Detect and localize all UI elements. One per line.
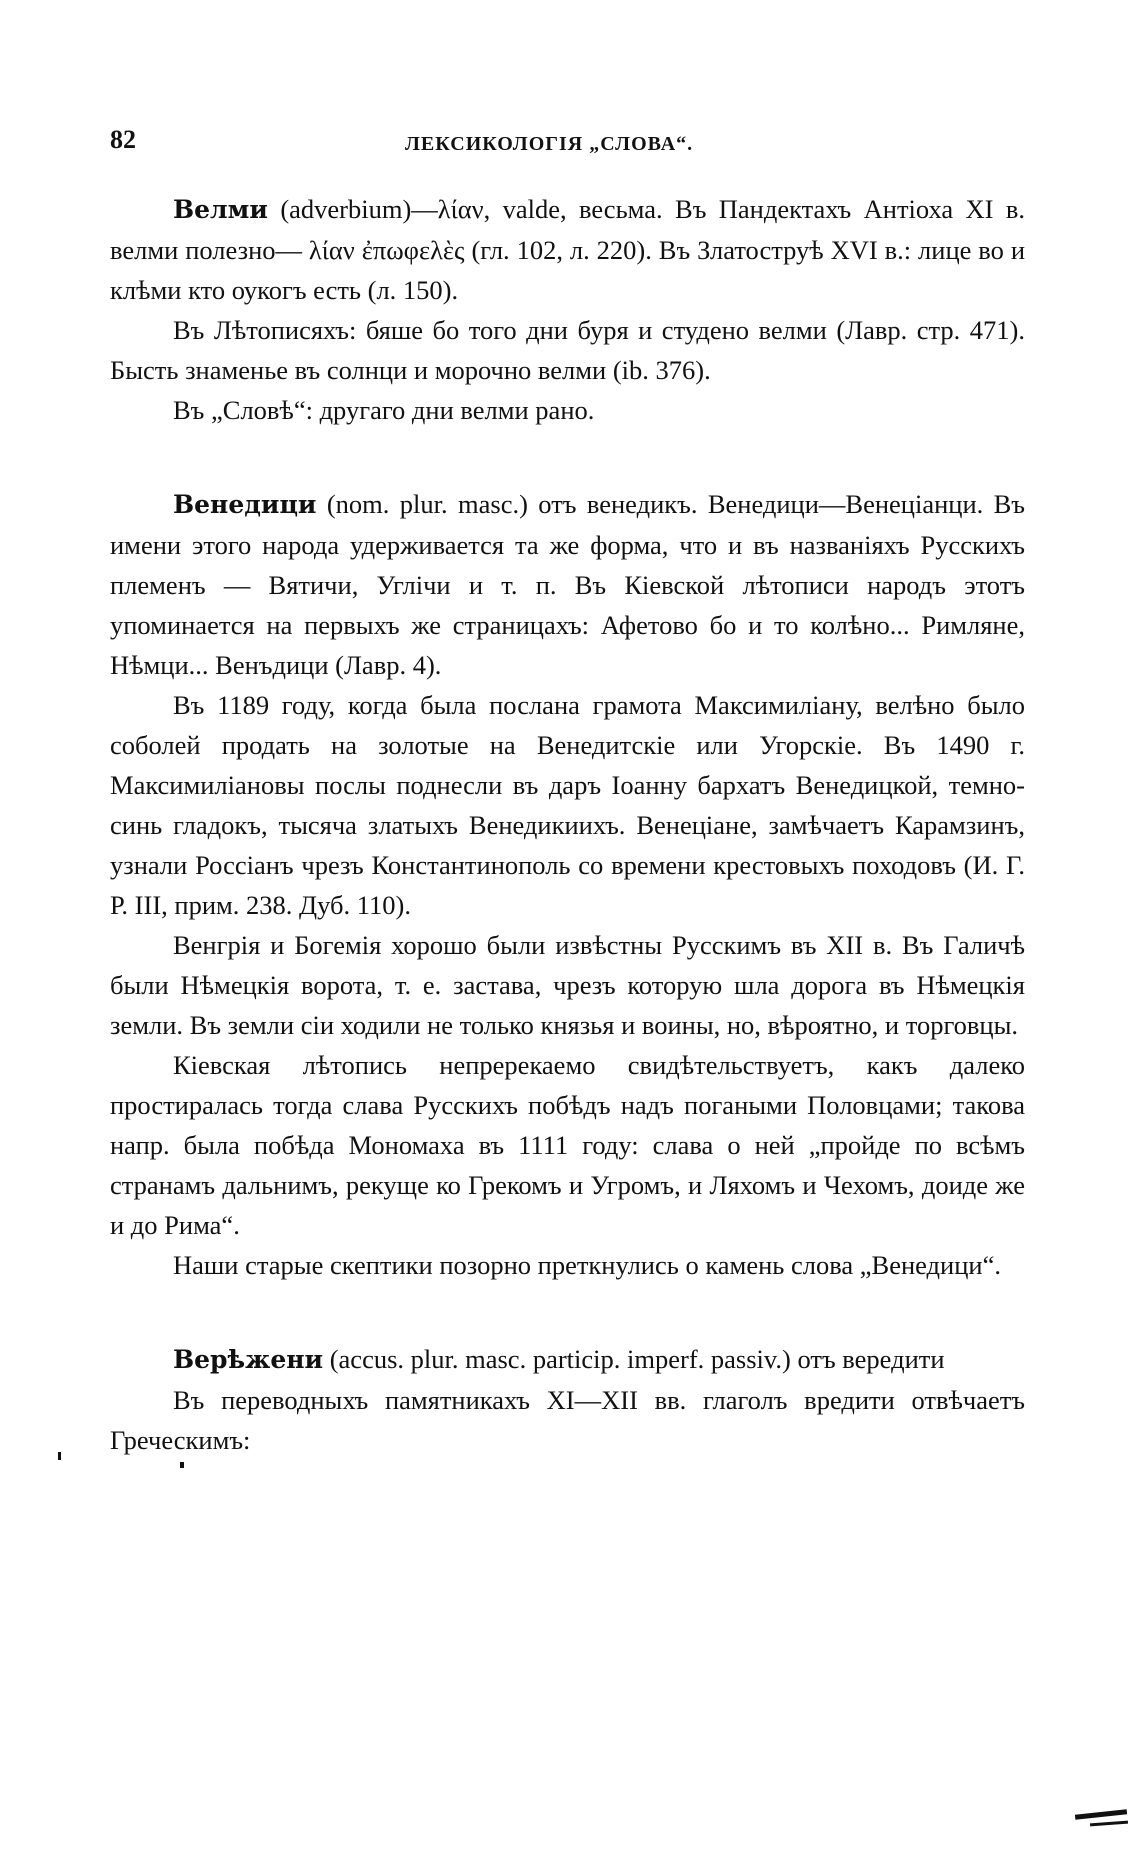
paragraph: Наши старые скептики позорно преткнулись о камень слова „Венедици“. [173,1250,1001,1280]
running-head [110,95,1025,155]
paragraph-text: (accus. plur. masc. particip. imperf. passiv.) отъ вередити [329,1344,945,1374]
scan-speck [58,1452,61,1460]
paragraph: Въ 1189 году, когда была послана грамота Максимиліану, велѣно было соболей продать на золотые на Венедитскіе или Угорскіе. Въ 1490 г. Максимиліановы послы поднесли въ даръ Іоанну бархатъ Венедицкой, темно-синь гладокъ, тысяча златыхъ Венедикиихъ. Венеціане, замѣчаетъ Карамзинъ, узнали Россіанъ чрезъ Константинополь со времени крестовыхъ походовъ (И. Г. Р. III, прим. 238. Дуб. 110). [110,690,1025,920]
paragraph: Въ Лѣтописяхъ: бяше бо того дни буря и студено велми (Лавр. стр. 471). Бысть знаменье въ солнци и морочно велми (ib. 376). [110,315,1025,385]
entry-verezheni [110,1339,1025,1460]
headword: Верѣжени [173,1345,324,1374]
headword: Венедици [173,490,317,519]
paragraph: Венгрія и Богемія хорошо были извѣстны Русскимъ въ XII в. Въ Галичѣ были Нѣмецкія ворота, т. е. застава, чрезъ которую шла дорога въ Нѣмецкія земли. Въ земли сіи ходили не только князья и воины, но, вѣроятно, и торговцы. [110,930,1025,1040]
page-number: 82 [110,125,136,154]
book-page [110,95,1025,1460]
scan-smudge [1075,1809,1127,1819]
paragraph-text: (nom. plur. masc.) отъ венедикъ. Венедици—Венеціанци. Въ имени этого народа удерживается та же форма, что и въ названіяхъ Русскихъ племенъ — Вятичи, Углічи и т. п. Въ Кіевской лѣтописи народъ этотъ упоминается на первыхъ же страницахъ: Афетово бо и то колѣно... Римляне, Нѣмци... Венъдици (Лавр. 4). [110,489,1026,680]
running-title: ЛЕКСИКОЛОГІЯ „СЛОВА“. [405,133,694,155]
paragraph-text: (adverbium)—λίαν, valde, весьма. Въ Пандектахъ Антіоха XI в. велми полезно— λίαν ἐπωφελὲς (гл. 102, л. 220). Въ Златоструѣ XVI в.: лице во и клѣми кто оукогъ есть (л. 150). [110,194,1026,305]
entry-venedici [110,484,1025,1285]
scan-speck [180,1462,184,1468]
paragraph [110,1339,1025,1380]
paragraph [110,484,1025,685]
entry-velmi [110,189,1025,430]
paragraph: Въ переводныхъ памятникахъ XI—XII вв. глаголъ вредити отвѣчаетъ Греческимъ: [110,1385,1025,1455]
paragraph: Кіевская лѣтопись непререкаемо свидѣтельствуетъ, какъ далеко простиралась тогда слава Русскихъ побѣдъ надъ погаными Половцами; такова напр. была побѣда Мономаха въ 1111 году: слава о ней „пройде по всѣмъ странамъ дальнимъ, рекуще ко Грекомъ и Угромъ, и Ляхомъ и Чехомъ, доиде же и до Рима“. [110,1050,1025,1240]
headword: Велми [173,195,268,224]
paragraph: Въ „Словѣ“: другаго дни велми рано. [173,395,595,425]
scan-smudge [1090,1821,1128,1827]
paragraph [110,189,1025,310]
